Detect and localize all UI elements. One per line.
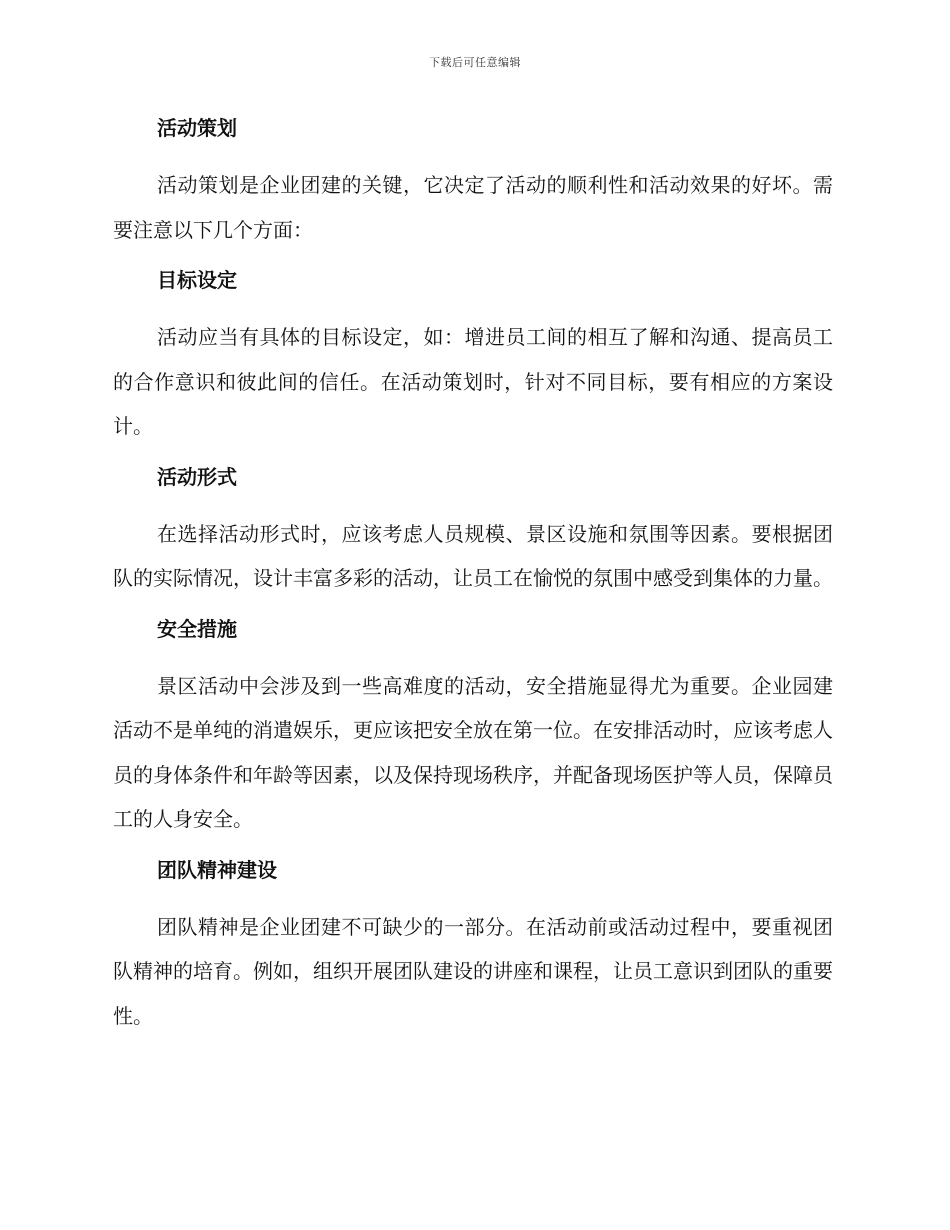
section-paragraph: 活动应当有具体的目标设定，如：增进员工间的相互了解和沟通、提高员工的合作意识和彼此间的信任。在活动策划时，针对不同目标，要有相应的方案设计。 xyxy=(113,325,833,438)
section-heading: 目标设定 xyxy=(157,268,237,292)
section-paragraph: 在选择活动形式时，应该考虑人员规模、景区设施和氛围等因素。要根据团队的实际情况，设计丰富多彩的活动，让员工在愉悦的氛围中感受到集体的力量。 xyxy=(113,521,833,590)
section-heading: 安全措施 xyxy=(157,616,237,641)
document-body xyxy=(113,112,833,1050)
section-activity-planning xyxy=(113,112,833,252)
section-paragraph: 团队精神是企业团建不可缺少的一部分。在活动前或活动过程中，要重视团队精神的培育。例如，组织开展团队建设的讲座和课程，让员工意识到团队的重要性。 xyxy=(113,914,833,1028)
page-header-note: 下载后可任意编辑 xyxy=(429,56,521,69)
section-paragraph: 活动策划是企业团建的关键，它决定了活动的顺利性和活动效果的好坏。需要注意以下几个方面： xyxy=(113,173,833,242)
section-heading: 团队精神建设 xyxy=(157,857,277,882)
section-safety-measures xyxy=(113,613,833,842)
section-goal-setting xyxy=(113,264,833,449)
section-team-spirit xyxy=(113,854,833,1039)
section-heading: 活动策划 xyxy=(157,116,237,140)
section-heading: 活动形式 xyxy=(157,464,237,489)
section-activity-format xyxy=(113,461,833,601)
section-paragraph: 景区活动中会涉及到一些高难度的活动，安全措施显得尤为重要。企业园建活动不是单纯的消遣娱乐，更应该把安全放在第一位。在安排活动时，应该考虑人员的身体条件和年龄等因素，以及保持现场秩序，并配备现场医护等人员，保障员工的人身安全。 xyxy=(113,673,833,831)
